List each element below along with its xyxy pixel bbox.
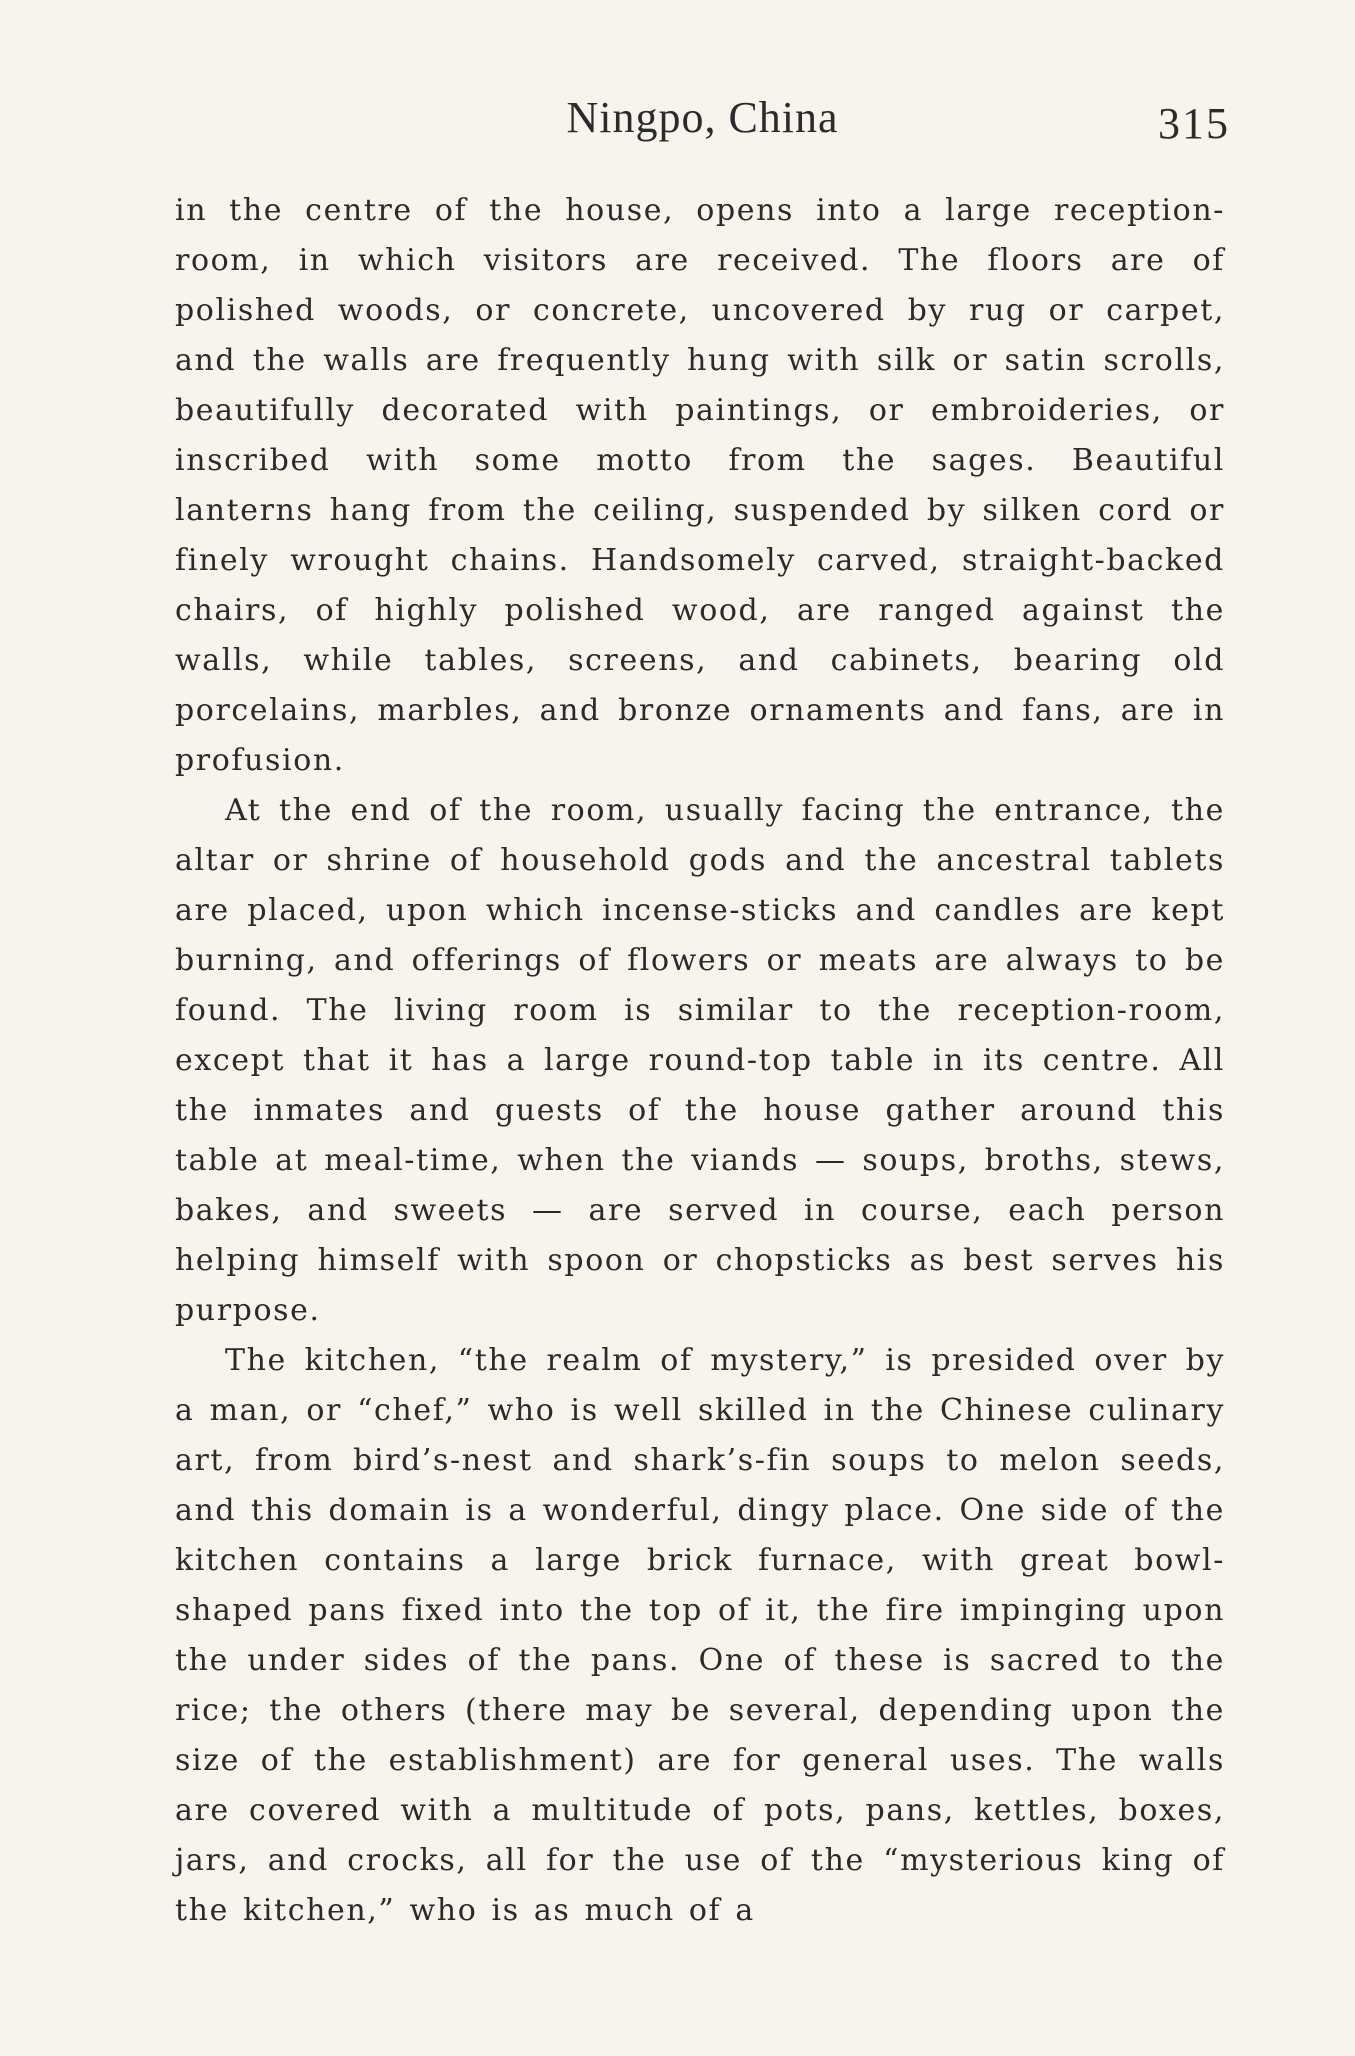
page-number: 315 <box>1158 99 1230 148</box>
paragraph-continued: in the centre of the house, opens into a large reception-room, in which visitors are received. The floors are of polished woods, or concrete, uncovered by rug or carpet, and the walls are frequently hung with silk or satin scrolls, beautifully decorated with paintings, or embroideries, or inscribed with some motto from the sages. Beautiful lanterns hang from the ceiling, suspended by silken cord or finely wrought chains. Handsomely carved, straight-backed chairs, of highly polished wood, are ranged against the walls, while tables, screens, and cabinets, bearing old porcelains, marbles, and bronze ornaments and fans, are in profusion. <box>175 193 1225 778</box>
paragraph-altar-and-living-room: At the end of the room, usually facing the entrance, the altar or shrine of household gods and the ancestral tablets are placed, upon which incense-sticks and candles are kept burning, and offerings of flowers or meats are always to be found. The living room is similar to the reception-room, except that it has a large round-top table in its centre. All the inmates and guests of the house gather around this table at meal-time, when the viands — soups, broths, stews, bakes, and sweets — are served in course, each person helping himself with spoon or chopsticks as best serves his purpose. <box>175 793 1225 1328</box>
body-text <box>175 186 1225 1936</box>
paragraph-kitchen: The kitchen, “the realm of mystery,” is presided over by a man, or “chef,” who is well skilled in the Chinese culinary art, from bird’s-nest and shark’s-fin soups to melon seeds, and this domain is a wonderful, dingy place. One side of the kitchen contains a large brick furnace, with great bowl-shaped pans fixed into the top of it, the fire impinging upon the under sides of the pans. One of these is sacred to the rice; the others (there may be several, depending upon the size of the establishment) are for general uses. The walls are covered with a multitude of pots, pans, kettles, boxes, jars, and crocks, all for the use of the “mysterious king of the kitchen,” who is as much of a <box>175 1343 1225 1928</box>
running-head <box>175 92 1230 152</box>
running-title: Ningpo, China <box>566 93 839 142</box>
